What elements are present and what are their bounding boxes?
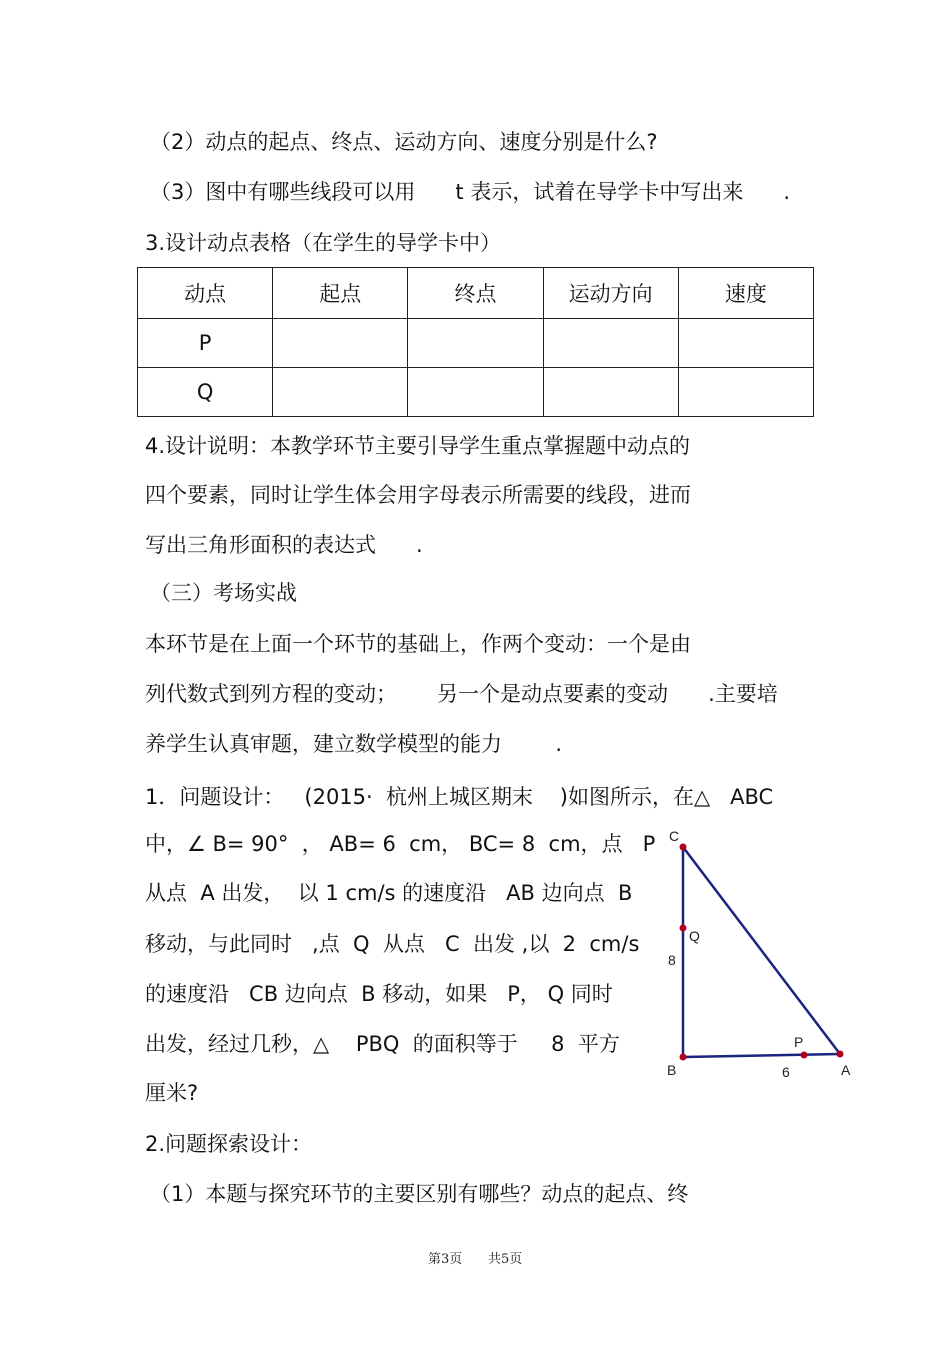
- table-header-row: [138, 268, 814, 319]
- design-note-line-2: 四个要素，同时让学生体会用字母表示所需要的线段，进而: [145, 483, 691, 507]
- table-header-cell: 动点: [138, 268, 273, 319]
- table-row: [138, 368, 814, 417]
- problem-line-1: 1．问题设计： (2015· 杭州上城区期末 )如图所示，在△ ABC: [145, 785, 774, 809]
- label-b: B: [667, 1062, 677, 1078]
- practice-intro-line-3: 养学生认真审题，建立数学模型的能力 .: [145, 732, 563, 756]
- practice-intro-line-2: 列代数式到列方程的变动； 另一个是动点要素的变动 .主要培: [145, 682, 778, 706]
- point-a: [837, 1051, 844, 1058]
- label-6: 6: [782, 1064, 790, 1080]
- label-p: P: [794, 1034, 804, 1050]
- problem-line-4: 移动，与此同时 ,点 Q 从点 C 出发 ,以 2 cm/s: [145, 932, 640, 956]
- side-ca: [683, 847, 840, 1054]
- table-cell: [678, 368, 813, 417]
- label-c: C: [669, 828, 680, 844]
- triangle-figure: [655, 820, 865, 1085]
- table-row: [138, 319, 814, 368]
- practice-intro-line-1: 本环节是在上面一个环节的基础上，作两个变动：一个是由: [145, 632, 691, 656]
- section-3-heading: 3.设计动点表格（在学生的导学卡中）: [145, 231, 502, 255]
- side-ba: [683, 1054, 840, 1057]
- table-cell: [408, 368, 543, 417]
- label-a: A: [841, 1062, 851, 1078]
- point-q: [680, 925, 687, 932]
- problem-line-3: 从点 A 出发， 以 1 cm/s 的速度沿 AB 边向点 B: [145, 881, 633, 905]
- explore-question-1: （1）本题与探究环节的主要区别有哪些？动点的起点、终: [150, 1182, 689, 1206]
- table-cell: [678, 319, 813, 368]
- label-q: Q: [689, 928, 700, 944]
- table-header-cell: 起点: [273, 268, 408, 319]
- table-cell: [273, 368, 408, 417]
- table-header-cell: 运动方向: [543, 268, 678, 319]
- table-cell: P: [138, 319, 273, 368]
- point-p: [801, 1052, 808, 1059]
- explore-heading: 2.问题探索设计：: [145, 1132, 313, 1156]
- table-cell: Q: [138, 368, 273, 417]
- design-note-line-3: 写出三角形面积的表达式 .: [145, 533, 423, 557]
- table-header-cell: 终点: [408, 268, 543, 319]
- moving-point-table: [137, 267, 814, 417]
- footer-page-number: 第3页: [428, 1252, 463, 1267]
- point-c: [680, 844, 687, 851]
- table-cell: [543, 319, 678, 368]
- point-b: [680, 1054, 687, 1061]
- question-3-text: （3）图中有哪些线段可以用 t 表示，试着在导学卡中写出来 .: [150, 180, 791, 204]
- problem-line-6: 出发，经过几秒，△ PBQ 的面积等于 8 平方: [145, 1032, 620, 1056]
- question-2-text: （2）动点的起点、终点、运动方向、速度分别是什么?: [150, 130, 658, 154]
- footer-total-pages: 共5页: [488, 1252, 523, 1267]
- problem-line-5: 的速度沿 CB 边向点 B 移动，如果 P， Q 同时: [145, 982, 613, 1006]
- section-three-heading: （三）考场实战: [150, 581, 297, 605]
- table-cell: [273, 319, 408, 368]
- problem-line-2: 中，∠ B= 90° ， AB= 6 cm， BC= 8 cm，点 P: [145, 832, 656, 856]
- design-note-line-1: 4.设计说明：本教学环节主要引导学生重点掌握题中动点的: [145, 434, 691, 458]
- table-cell: [408, 319, 543, 368]
- table-header-cell: 速度: [678, 268, 813, 319]
- label-8: 8: [668, 952, 676, 968]
- problem-line-7: 厘米?: [145, 1081, 199, 1105]
- table-cell: [543, 368, 678, 417]
